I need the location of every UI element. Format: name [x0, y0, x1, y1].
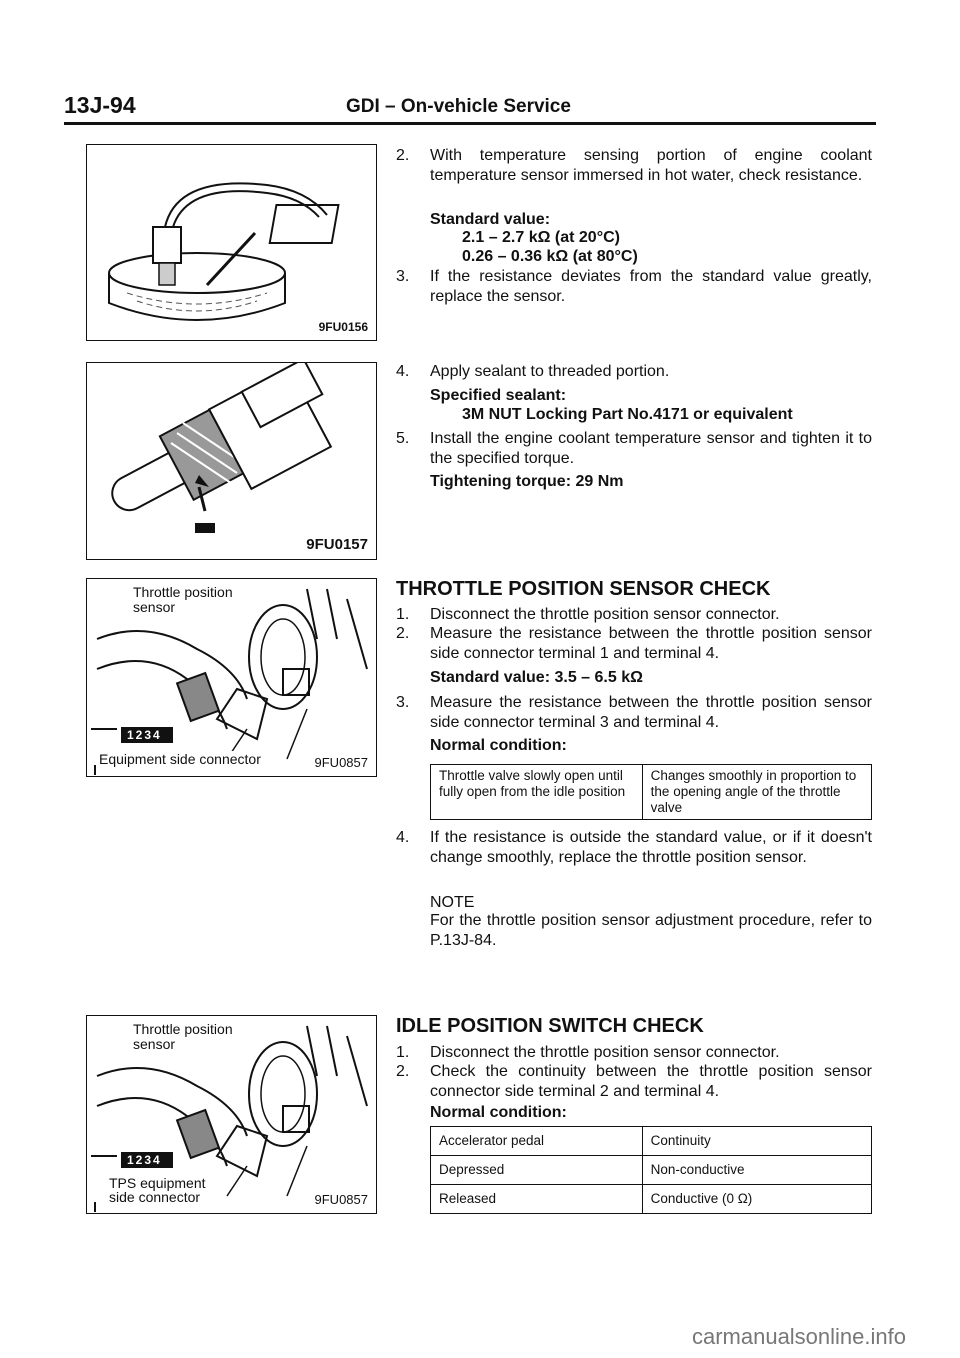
idle-check-heading: IDLE POSITION SWITCH CHECK: [396, 1015, 704, 1037]
coolant-sensor-illustration: [87, 363, 376, 559]
note-text: For the throttle position sensor adjustment procedure, refer to P.13J-84.: [430, 912, 872, 949]
figure-code: 9FU0857: [314, 1192, 368, 1207]
step-3-replace-sensor: [396, 267, 872, 307]
connector-terminals: 1234: [127, 1153, 162, 1167]
figure-throttle-position-sensor: [86, 578, 377, 777]
step-number: 1.: [396, 606, 410, 623]
page-number: 13J-94: [64, 92, 136, 118]
sealant-label: Specified sealant:: [430, 387, 567, 404]
step-text: Measure the resistance between the throttle position sensor side connector terminal 1 and terminal 4.: [430, 625, 872, 662]
step-text: Disconnect the throttle position sensor connector.: [430, 606, 780, 623]
watermark: carmanualsonline.info: [691, 1324, 906, 1349]
table-header-cell: Accelerator pedal: [431, 1127, 643, 1156]
step-number: 3.: [396, 694, 410, 711]
label-throttle-position: Throttle position: [133, 584, 233, 600]
label-sensor: sensor: [133, 599, 176, 615]
step-number: 2.: [396, 625, 410, 642]
label-sensor: sensor: [133, 1036, 176, 1052]
step-number: 3.: [396, 268, 410, 285]
connector-terminals: 1234: [127, 728, 162, 742]
tps-check-heading: THROTTLE POSITION SENSOR CHECK: [396, 578, 771, 600]
step-4-apply-sealant: [396, 362, 872, 382]
tps-step-4: [396, 828, 872, 868]
step-number: 2.: [396, 1063, 410, 1080]
figure-tps-equipment-connector: [86, 1015, 377, 1214]
tps-normal-condition-table: [430, 764, 872, 820]
step-number: 1.: [396, 1044, 410, 1061]
tps-normal-condition-label: Normal condition:: [430, 737, 567, 754]
step-5-install-sensor: [396, 429, 872, 469]
idle-step-1: [396, 1043, 872, 1063]
step-text: Measure the resistance between the throttle position sensor side connector terminal 3 and terminal 4.: [430, 694, 872, 731]
label-equipment-side-connector: Equipment side connector: [99, 751, 261, 767]
table-row: [431, 1185, 872, 1214]
idle-normal-condition-table: [430, 1126, 872, 1214]
table-header-row: [431, 1127, 872, 1156]
standard-value-80c: 0.26 – 0.36 kΩ (at 80°C): [462, 248, 638, 265]
step-text: With temperature sensing portion of engine coolant temperature sensor immersed in hot water, check resistance.: [430, 147, 872, 184]
tps-step-1: [396, 605, 872, 625]
figure-code: 9FU0157: [306, 536, 368, 553]
step-text: Disconnect the throttle position sensor connector.: [430, 1044, 780, 1061]
table-cell: Depressed: [431, 1156, 643, 1185]
figure-coolant-sensor-in-water: [86, 144, 377, 341]
step-number: 2.: [396, 147, 410, 164]
table-cell: Released: [431, 1185, 643, 1214]
figure-sensor-sealant: [86, 362, 377, 560]
step-text: Install the engine coolant temperature sensor and tighten it to the specified torque.: [430, 430, 872, 467]
step-number: 4.: [396, 363, 410, 380]
step-text: If the resistance deviates from the standard value greatly, replace the sensor.: [430, 268, 872, 305]
step-text: Check the continuity between the throttle position sensor connector side terminal 2 and terminal 4.: [430, 1063, 872, 1100]
step-text: Apply sealant to threaded portion.: [430, 363, 670, 380]
step-text: If the resistance is outside the standard value, or if it doesn't change smoothly, replace the throttle position sensor.: [430, 829, 872, 866]
idle-normal-condition-label: Normal condition:: [430, 1104, 567, 1121]
table-cell: Changes smoothly in proportion to the opening angle of the throttle valve: [642, 765, 871, 820]
tps-standard-value: Standard value: 3.5 – 6.5 kΩ: [430, 669, 643, 686]
label-tps-equipment: TPS equipment: [109, 1175, 206, 1191]
figure-code: 9FU0156: [318, 320, 368, 334]
table-cell: Throttle valve slowly open until fully open from the idle position: [431, 765, 643, 820]
figure-code: 9FU0857: [314, 755, 368, 770]
note-label: NOTE: [430, 894, 475, 911]
standard-value-20c: 2.1 – 2.7 kΩ (at 20°C): [462, 229, 620, 246]
idle-step-2: [396, 1062, 872, 1102]
tightening-torque: Tightening torque: 29 Nm: [430, 473, 624, 490]
table-row: [431, 765, 872, 820]
section-title: GDI – On-vehicle Service: [346, 96, 571, 117]
table-row: [431, 1156, 872, 1185]
table-header-cell: Continuity: [642, 1127, 871, 1156]
step-number: 5.: [396, 430, 410, 447]
tps-step-3: [396, 693, 872, 733]
label-throttle-position: Throttle position: [133, 1021, 233, 1037]
standard-value-label: Standard value:: [430, 211, 551, 228]
header-rule: [64, 122, 876, 125]
tps-step-2: [396, 624, 872, 664]
step-2-hot-water: [396, 146, 872, 186]
table-cell: Non-conductive: [642, 1156, 871, 1185]
coolant-sensor-water-illustration: [87, 145, 376, 340]
sealant-value: 3M NUT Locking Part No.4171 or equivalent: [462, 406, 793, 423]
table-cell: Conductive (0 Ω): [642, 1185, 871, 1214]
label-side-connector: side connector: [109, 1189, 201, 1205]
step-number: 4.: [396, 829, 410, 846]
